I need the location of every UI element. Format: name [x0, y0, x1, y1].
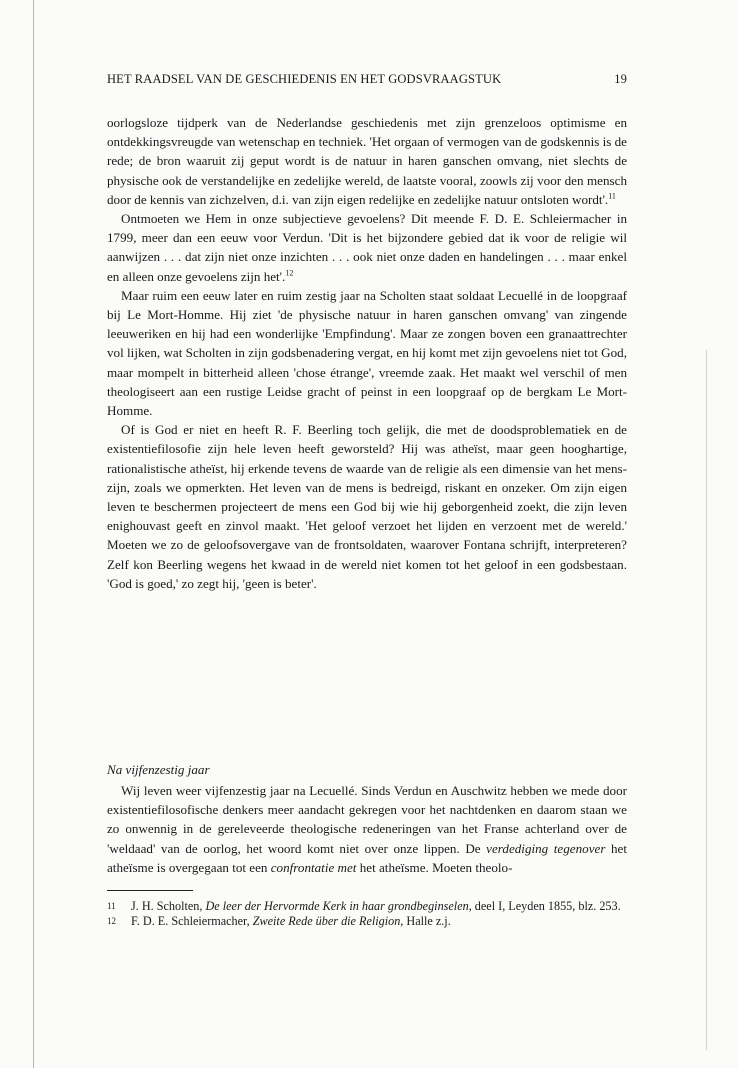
paragraph-3: Maar ruim een eeuw later en ruim zestig jaar na Scholten staat soldaat Lecuellé in de loopgraaf bij Le Mort-Homme. Hij ziet 'de physische natuur in haren ganschen omvang' van zingende leeuweriken en hij had een wonderlijke 'Empfindung'. Maar ze zongen boven een granaattrechter vol lijken, wat Scholten in zijn godsbenadering vergat, en hij komt met zijn gevoelens niet tot God, maar mompelt in bitterheid alleen 'chose étrange', vreemde zaak. Het maakt wel verschil of men theologiseert aan een rustige Leidse gracht of peinst in een loopgraaf op de bergkam Le Mort-Homme.: [107, 287, 627, 419]
section-paragraph: Wij leven weer vijfenzestig jaar na Lecuellé. Sinds Verdun en Auschwitz hebben we mede door existentiefilosofische denkers meer aandacht gekregen voor het nachtdenken en daarom staan we zo onwennig in de gereleveerde theologische redeneringen van het Franse achterland over de 'weldaad' van de oorlog, het woord komt niet over onze lippen. De verdediging tegenover het atheïsme is overgegaan tot een confrontatie met het atheïsme. Moeten theolo-: [107, 783, 627, 875]
paragraph-4: Of is God er niet en heeft R. F. Beerling toch gelijk, die met de doodsproblematiek en de existentiefilosofie zijn hele leven heeft geworsteld? Hij was atheïst, maar geen hooghartige, rationalistische atheïst, hij erkende tevens de waarde van de religie als een dimensie van het mens-zijn, zoals we opmerkten. Het leven van de mens is bedreigd, riskant en onzeker. Om zijn eigen leven te beschermen projecteert de mens een God bij wie hij geborgenheid zoekt, die zijn leven enighouvast geeft en zinvol maakt. 'Het geloof verzoet het lijden en verzoent met de wereld.' Moeten we zo de geloofsovergave van de frontsoldaten, waarover Fontana schrijft, interpreteren? Zelf kon Beerling wegens het kwaad in de wereld niet komen tot het geloof in een godsbestaan. 'God is goed,' zo zegt hij, 'geen is beter'.: [107, 422, 627, 591]
running-header: [107, 72, 627, 87]
footnote-rule: [107, 890, 193, 891]
footnote-number: 11: [107, 901, 116, 911]
footnotes: [107, 899, 627, 929]
section-text: [107, 781, 627, 877]
footnote-title: Zweite Rede über die Religion,: [252, 914, 404, 928]
paragraph-1: oorlogsloze tijdperk van de Nederlandse geschiedenis met zijn grenzeloos optimisme en ontdekkingsvreugde van wetenschap en techniek. 'Het orgaan of vermogen van de godskennis is de rede; de bron waaruit zij geput wordt is de natuur in haren ganschen omvang, niet slechts de physische ook de verstandelijke en zedelijke wereld, de laatste vooral, zoowls zij voor den mensch door de kennis van zichzelven, d.i. van zijn eigen redelijke en zedelijke natuur ontsloten wordt'.$^{11}$: [107, 115, 627, 207]
scan-edge-right: [706, 350, 707, 1050]
footnote-number: 12: [107, 916, 116, 926]
paragraph-2: Ontmoeten we Hem in onze subjectieve gevoelens? Dit meende F. D. E. Schleiermacher in 1799, meer dan een eeuw voor Verdun. 'Dit is het bijzondere gebied dat ik voor de religie wil aanwijzen . . . dat zijn niet onze inzichten . . . ook niet onze daden en handelingen . . . maar enkel en alleen onze gevoelens zijn het'.$^{12}$: [107, 211, 627, 284]
footnote-ref-12: 12: [285, 268, 294, 278]
emphasis-confrontatie: confrontatie met: [270, 859, 357, 875]
footnote-12: 12 F. D. E. Schleiermacher, Zweite Rede über die Religion, Halle z.j.: [107, 914, 451, 928]
section-heading: Na vijfenzestig jaar: [107, 762, 210, 777]
running-title: HET RAADSEL VAN DE GESCHIEDENIS EN HET GODSVRAAGSTUK: [107, 72, 502, 86]
scan-edge-left: [33, 0, 34, 1068]
footnote-title: De leer der Hervormde Kerk in haar grondbeginselen,: [205, 899, 472, 913]
footnote-11: 11 J. H. Scholten, De leer der Hervormde Kerk in haar grondbeginselen, deel I, Leyden 1855, blz. 253.: [107, 899, 621, 913]
main-text: [107, 113, 627, 593]
footnote-ref-11: 11: [608, 191, 616, 201]
emphasis-verdediging: verdediging tegenover: [486, 840, 606, 856]
page-number: 19: [614, 72, 627, 86]
